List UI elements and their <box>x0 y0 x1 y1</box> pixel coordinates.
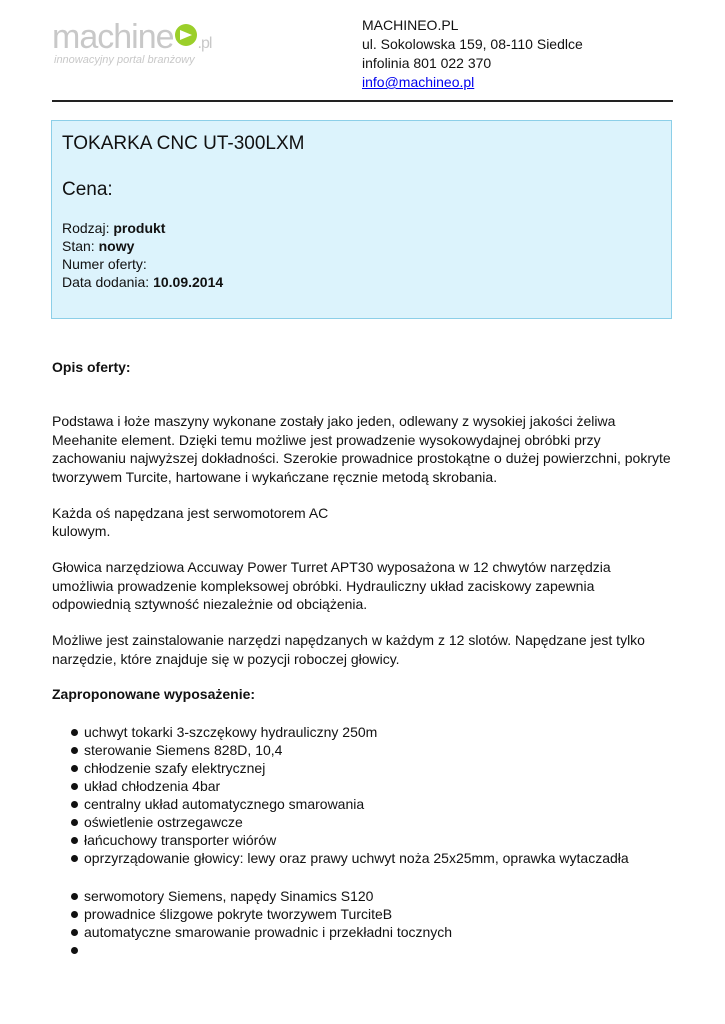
header-divider <box>52 100 673 102</box>
list-item: prowadnice ślizgowe pokryte tworzywem TurciteB <box>52 905 677 923</box>
machineo-logo[interactable] <box>52 20 242 70</box>
description-paragraph: Głowica narzędziowa Accuway Power Turret APT30 wyposażona w 12 chwytów narzędzia umożliwia prowadzenie kompleksowej obróbki. Hydrauliczny układ zaciskowy zapewnia odpowiednią sztywność niezależnie od obciążenia. <box>52 559 611 612</box>
list-item: uchwyt tokarki 3-szczękowy hydrauliczny 250m <box>52 723 677 741</box>
list-item: chłodzenie szafy elektrycznej <box>52 759 677 777</box>
logo-wordmark: machine .pl <box>52 18 212 56</box>
logo-arrow-icon <box>175 24 197 46</box>
offer-date-value: 10.09.2014 <box>153 274 224 290</box>
list-item: łańcuchowy transporter wiórów <box>52 831 677 849</box>
offer-number-row: Numer oferty: <box>62 256 147 272</box>
list-item: automatyczne smarowanie prowadnic i przekładni tocznych <box>52 923 677 941</box>
equipment-list-1 <box>52 723 677 867</box>
offer-title: TOKARKA CNC UT-300LXM <box>62 133 305 154</box>
list-item: oświetlenie ostrzegawcze <box>52 813 677 831</box>
page-header <box>52 0 673 100</box>
list-item: oprzyrządowanie głowicy: lewy oraz prawy uchwyt noża 25x25mm, oprawka wytaczadła <box>52 849 677 867</box>
description-paragraph: kulowym. <box>52 523 111 539</box>
company-name: MACHINEO.PL <box>362 17 459 33</box>
description-paragraph: Podstawa i łoże maszyny wykonane zostały jako jeden, odlewany z wysokiej jakości żeliwa Meehanite element. Dzięki temu możliwe jest prowadzenie wysokowydajnej obróbki przy zachowaniu najwyższej dokładności. Szerokie prowadnice prostokątne o dużej powierzchni, pokryte tworzywem Turcite, hartowane i wykańczane ręcznie metodą skrobania. <box>52 413 671 485</box>
email-link[interactable]: info@machineo.pl <box>362 74 475 90</box>
list-item: sterowanie Siemens 828D, 10,4 <box>52 741 677 759</box>
equipment-heading: Zaproponowane wyposażenie: <box>52 686 256 702</box>
offer-meta <box>62 219 223 291</box>
offer-condition-row: Stan: nowy <box>62 238 135 254</box>
list-item: centralny układ automatycznego smarowania <box>52 795 677 813</box>
offer-price-label: Cena: <box>62 179 113 200</box>
offer-type-value: produkt <box>113 220 166 236</box>
list-item: serwomotory Siemens, napędy Sinamics S120 <box>52 887 677 905</box>
equipment-list-2 <box>52 887 677 959</box>
company-address: ul. Sokolowska 159, 08-110 Siedlce <box>362 36 583 52</box>
offer-type-row: Rodzaj: produkt <box>62 220 166 236</box>
description-heading: Opis oferty: <box>52 359 131 375</box>
offer-date-row: Data dodania: 10.09.2014 <box>62 274 224 290</box>
description-paragraph: Możliwe jest zainstalowanie narzędzi napędzanych w każdym z 12 slotów. Napędzane jest tylko narzędzie, które znajduje się w pozycji roboczej głowicy. <box>52 632 645 667</box>
company-phone: infolinia 801 022 370 <box>362 55 492 71</box>
list-item <box>52 941 677 959</box>
offer-summary-box <box>51 120 672 319</box>
contact-block <box>362 16 583 92</box>
description-paragraph: Każda oś napędzana jest serwomotorem AC <box>52 505 329 521</box>
offer-condition-value: nowy <box>98 238 135 254</box>
list-item: układ chłodzenia 4bar <box>52 777 677 795</box>
logo-tagline: innowacyjny portal branżowy <box>54 54 195 66</box>
